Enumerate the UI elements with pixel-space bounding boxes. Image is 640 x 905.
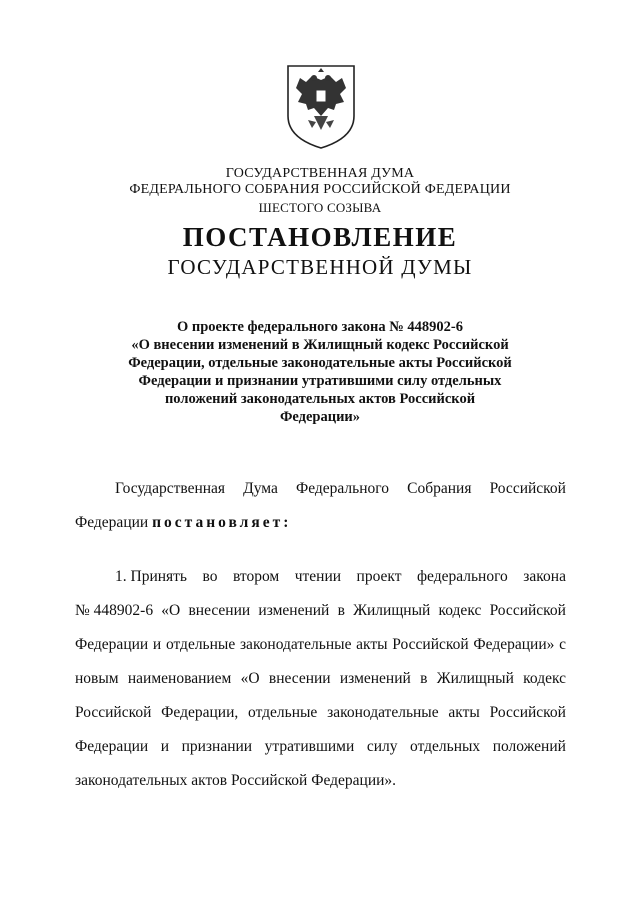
document-title: ПОСТАНОВЛЕНИЕ [182, 222, 458, 252]
preamble-paragraph [75, 480, 566, 548]
word: Российской [489, 602, 566, 619]
word: силу [366, 738, 398, 755]
subject-line: О проекте федерального закона № 448902-6 [176, 319, 464, 335]
point-1-paragraph [75, 568, 566, 806]
word: Собрания [407, 480, 472, 497]
paragraph-line [75, 670, 566, 704]
paragraph-line [75, 704, 566, 738]
word: признании [181, 738, 253, 755]
word: Жилищный [436, 670, 514, 687]
header-line-assembly: ФЕДЕРАЛЬНОГО СОБРАНИЯ РОССИЙСКОЙ ФЕДЕРАЦИИ [129, 182, 511, 197]
subject-line: Федерации и признании утратившими силу отдельных [138, 373, 502, 389]
word: Российской [489, 480, 566, 497]
word: акты [448, 704, 480, 721]
word: внесении [268, 670, 331, 687]
word: и [152, 636, 162, 653]
paragraph-last-line: законодательных актов Российской Федерации». [75, 772, 397, 789]
paragraph-line [75, 480, 566, 514]
word: кодекс [438, 602, 482, 619]
word: Федерации [75, 636, 149, 653]
paragraph-line [75, 602, 566, 636]
word: 1. Принять [115, 568, 188, 585]
header-line-convocation: ШЕСТОГО СОЗЫВА [258, 200, 382, 215]
word: во [202, 568, 218, 585]
paragraph-line [75, 568, 566, 602]
word: Федерального [295, 480, 390, 497]
subject-block [100, 318, 540, 426]
word: с [559, 636, 566, 653]
word: «О [240, 670, 260, 687]
word: положений [492, 738, 566, 755]
word: наименованием [127, 670, 232, 687]
word: отдельных [410, 738, 481, 755]
paragraph-line [75, 636, 566, 670]
subject-line: положений законодательных актов Российской [164, 391, 476, 407]
paragraph-line [75, 772, 566, 806]
word: внесении [188, 602, 251, 619]
word: изменений [339, 670, 411, 687]
word: № 448902-6 [75, 602, 154, 619]
word: отдельные [165, 636, 236, 653]
header-line-duma: ГОСУДАРСТВЕННАЯ ДУМА [225, 166, 415, 181]
word: кодекс [523, 670, 566, 687]
word: чтении [294, 568, 342, 585]
word: в [337, 602, 345, 619]
word: законодательные [239, 636, 352, 653]
coat-of-arms-emblem [286, 64, 356, 150]
subject-line: Федерации» [279, 409, 361, 425]
word: отдельные [248, 704, 318, 721]
word: Федерации [75, 738, 149, 755]
word: в [420, 670, 428, 687]
word: Федерации» [473, 636, 555, 653]
word: закона [523, 568, 566, 585]
word: Жилищный [353, 602, 431, 619]
word: «О [161, 602, 181, 619]
word: проект [356, 568, 402, 585]
preamble-resolves: постановляет: [152, 514, 292, 531]
paragraph-line [75, 738, 566, 772]
word: втором [232, 568, 280, 585]
word: федерального [416, 568, 508, 585]
word: и [160, 738, 170, 755]
word: акты [356, 636, 388, 653]
word: законодательные [327, 704, 439, 721]
word: Российской [489, 704, 566, 721]
word: Дума [243, 480, 278, 497]
word: Федерации, [161, 704, 239, 721]
word: изменений [258, 602, 330, 619]
word: новым [75, 670, 119, 687]
word: Российской [75, 704, 152, 721]
paragraph-line [75, 514, 566, 548]
word: утратившими [264, 738, 355, 755]
subject-line: «О внесении изменений в Жилищный кодекс Российской [131, 337, 509, 353]
document-subtitle: ГОСУДАРСТВЕННОЙ ДУМЫ [167, 255, 473, 279]
subject-line: Федерации, отдельные законодательные акты Российской [128, 355, 512, 371]
word: Государственная [115, 480, 226, 497]
word: Российской [392, 636, 469, 653]
preamble-text: Федерации [75, 514, 153, 531]
